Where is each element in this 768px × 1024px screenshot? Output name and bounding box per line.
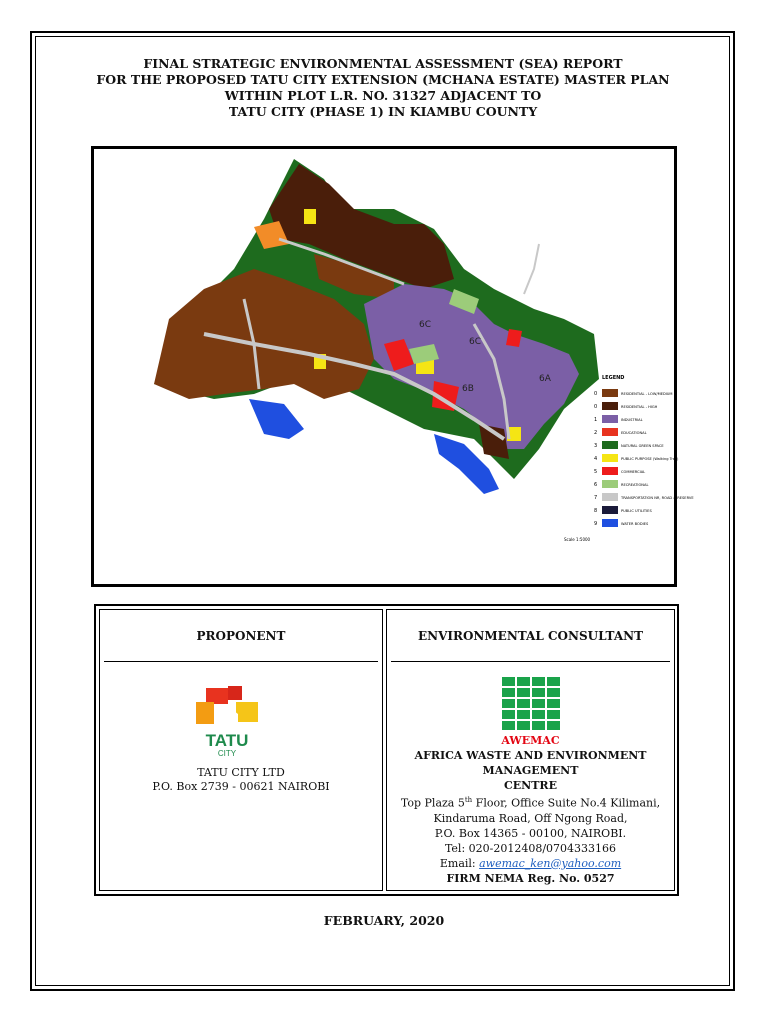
awemac-grid-cell [502, 677, 515, 686]
consultant-address-3: P.O. Box 14365 - 00100, NAIROBI. [434, 826, 627, 840]
awemac-grid-cell [517, 677, 530, 686]
awemac-grid-cell [547, 699, 560, 708]
tatu-logo-sub: CITY [217, 749, 237, 758]
legend-label: WATER BODIES [621, 522, 649, 526]
legend-label: RECREATIONAL [621, 483, 649, 487]
address-1-post: Floor, Office Suite No.4 Kilimani, [472, 796, 661, 810]
awemac-grid-cell [517, 688, 530, 697]
legend-swatch [602, 506, 618, 514]
awemac-grid-cell [532, 710, 545, 719]
proponent-details [100, 766, 382, 794]
legend-label: TRANSPORTATION NR, ROAD & RESERVE [621, 496, 694, 500]
master-plan-drawing [94, 149, 694, 584]
legend-number: 1 [594, 417, 598, 423]
legend-swatch [602, 428, 618, 436]
tatu-logo-red-block [206, 688, 228, 704]
awemac-grid-cell [547, 677, 560, 686]
water-body-west [249, 399, 304, 439]
legend-label: RESIDENTIAL - HIGH [621, 405, 658, 409]
awemac-grid-cell [517, 699, 530, 708]
legend-label: COMMERCIAL [621, 470, 646, 474]
legend-swatch [602, 467, 618, 475]
zone-label-6a: 6A [539, 374, 551, 384]
tatu-logo-arch [214, 709, 238, 724]
consultant-details [387, 748, 674, 886]
legend-label: PUBLIC PURPOSE (Walking Trail) [621, 457, 679, 461]
proponent-heading: PROPONENT [196, 629, 286, 643]
legend-number: 2 [594, 430, 598, 436]
tatu-city-logo [196, 684, 266, 764]
legend-label: INDUSTRIAL [621, 418, 643, 422]
consultant-email-line [387, 856, 674, 871]
legend-swatch [602, 441, 618, 449]
report-date: FEBRUARY, 2020 [323, 913, 445, 928]
awemac-grid-cell [532, 699, 545, 708]
proponent-address: P.O. Box 2739 - 00621 NAIROBI [152, 780, 330, 793]
awemac-grid-cell [502, 710, 515, 719]
legend-number: 6 [594, 482, 598, 488]
legend-swatch [602, 415, 618, 423]
tatu-logo-yellow-block [236, 702, 258, 722]
legend-label: PUBLIC UTILITIES [621, 509, 652, 513]
awemac-grid-cell [547, 688, 560, 697]
address-1-sup: th [464, 796, 473, 804]
address-1-pre: Top Plaza 5 [400, 796, 465, 810]
map-scale: Scale 1:5000 [564, 537, 591, 542]
email-link[interactable]: awemac_ken@yahoo.com [479, 856, 622, 870]
consultant-divider [391, 661, 670, 662]
legend-swatch [602, 519, 618, 527]
legend-swatch [602, 454, 618, 462]
legend-number: 9 [594, 521, 598, 527]
road-north-east [524, 244, 539, 294]
title-line-4: TATU CITY (PHASE 1) IN KIAMBU COUNTY [228, 104, 538, 119]
awemac-logo-name: AWEMAC [501, 734, 560, 747]
consultant-nema: FIRM NEMA Reg. No. 0527 [446, 871, 615, 885]
title-line-1: FINAL STRATEGIC ENVIRONMENTAL ASSESSMENT (SEA) REPORT [143, 56, 623, 71]
awemac-grid-cell [547, 710, 560, 719]
legend-swatch [602, 493, 618, 501]
consultant-org-line-2: CENTRE [504, 779, 557, 792]
legend-swatch [602, 389, 618, 397]
consultant-cell [386, 609, 675, 891]
zone-label-6c-1: 6C [419, 320, 432, 330]
legend-number: 8 [594, 508, 598, 514]
report-title [60, 56, 706, 120]
legend-title: LEGEND [602, 375, 625, 381]
tatu-logo-word: TATU [205, 731, 249, 750]
title-line-2: FOR THE PROPOSED TATU CITY EXTENSION (MCHANA ESTATE) MASTER PLAN [96, 72, 670, 87]
zone-label-6c-2: 6C [469, 337, 482, 347]
awemac-grid-cell [502, 699, 515, 708]
awemac-grid-cell [532, 721, 545, 730]
legend-number: 0 [594, 404, 598, 410]
legend-swatch [602, 480, 618, 488]
email-label: Email: [439, 856, 480, 870]
title-line-3: WITHIN PLOT L.R. NO. 31327 ADJACENT TO [224, 88, 542, 103]
tatu-logo-orange-block [196, 702, 214, 724]
zone-label-6b: 6B [462, 384, 474, 394]
legend-number: 0 [594, 391, 598, 397]
legend-number: 3 [594, 443, 598, 449]
consultant-heading: ENVIRONMENTAL CONSULTANT [417, 629, 644, 643]
legend-number: 5 [594, 469, 598, 475]
awemac-grid-cell [532, 677, 545, 686]
awemac-grid-cell [517, 710, 530, 719]
awemac-grid-cell [517, 721, 530, 730]
awemac-logo [502, 677, 562, 733]
proponent-cell [99, 609, 383, 891]
legend-number: 4 [594, 456, 598, 462]
awemac-grid-cell [502, 688, 515, 697]
awemac-grid-cell [532, 688, 545, 697]
awemac-grid-cell [547, 721, 560, 730]
legend-label: RESIDENTIAL - LOW/MEDIUM [621, 392, 673, 396]
master-plan-map [91, 146, 694, 587]
tatu-logo-dark-red-block [228, 686, 242, 700]
consultant-org-line-1: AFRICA WASTE AND ENVIRONMENT MANAGEMENT [414, 749, 647, 777]
info-table [94, 604, 679, 896]
public-purpose-patch-3 [304, 209, 316, 224]
legend-label: EDUCATIONAL [621, 431, 647, 435]
proponent-divider [104, 661, 378, 662]
consultant-address-2: Kindaruma Road, Off Ngong Road, [433, 811, 628, 825]
consultant-address-1 [387, 793, 674, 811]
proponent-name: TATU CITY LTD [197, 766, 285, 779]
legend-label: NATURAL GREEN SPACE [621, 444, 664, 448]
legend-swatch [602, 402, 618, 410]
awemac-grid-cell [502, 721, 515, 730]
legend-number: 7 [594, 495, 598, 501]
consultant-tel: Tel: 020-2012408/0704333166 [444, 841, 617, 855]
awemac-logo-grid [502, 677, 560, 730]
